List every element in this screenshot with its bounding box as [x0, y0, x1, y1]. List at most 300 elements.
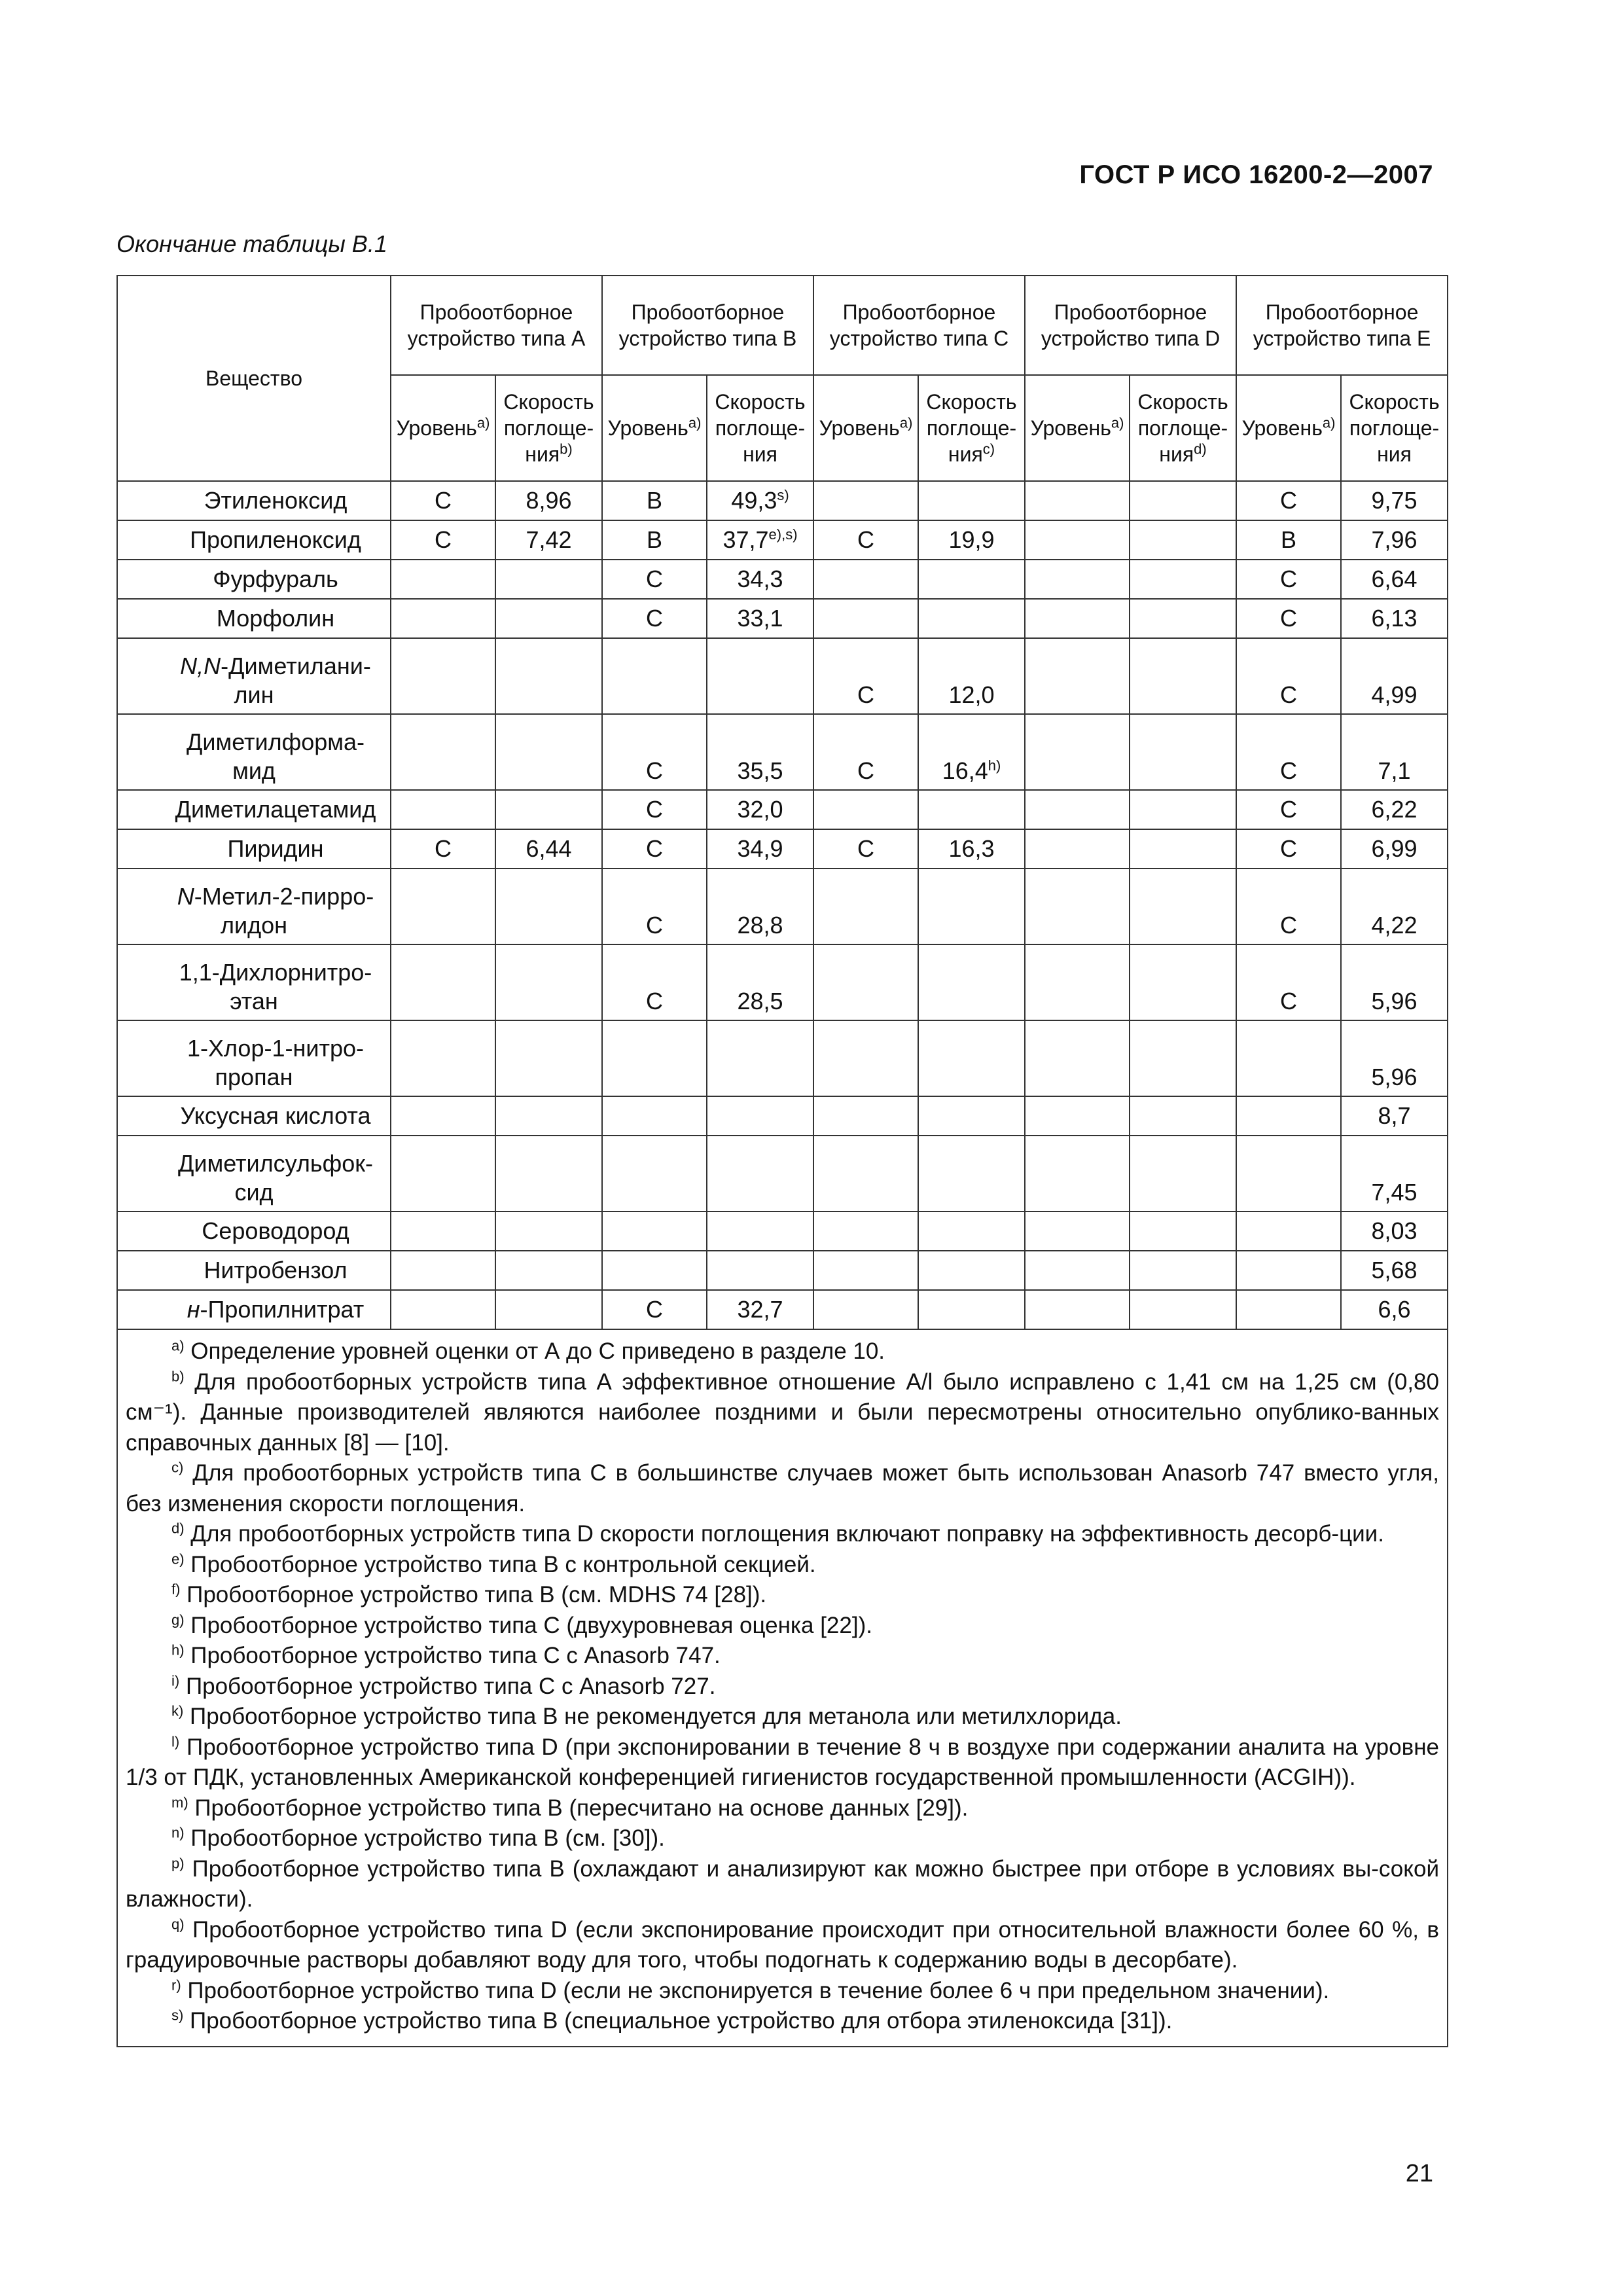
substance-name [117, 1251, 391, 1290]
substance-name [117, 1020, 391, 1096]
rate-value: 49,3 [731, 487, 777, 514]
level-cell: С [1236, 829, 1341, 869]
level-cell [1025, 481, 1130, 520]
rate-cell [1341, 599, 1448, 638]
table-header [117, 276, 1448, 481]
rate-cell [707, 790, 813, 829]
level-cell [391, 714, 495, 790]
rate-cell [918, 520, 1025, 560]
sampler-group-header: Пробоотборное устройство типа D [1025, 276, 1236, 375]
level-cell [391, 560, 495, 599]
footnote-marker: p) [171, 1854, 185, 1871]
footnote-text: Для пробоотборных устройств типа А эффективное отношение A/l было исправлено с 1,41 см на 1,25 см (0,80 см⁻¹). Данные производителей являются наиболее поздними и были пересмотрены относительно опублико-ванных справочных данных [8] — [10]. [126, 1369, 1439, 1456]
rate-value: 4,99 [1371, 681, 1418, 708]
level-cell: С [391, 829, 495, 869]
footnote-text: Пробоотборное устройство типа С с Anasorb 727. [179, 1673, 716, 1699]
substance-text: -Диметилани- [221, 653, 371, 679]
level-cell [391, 869, 495, 944]
table-row [117, 714, 1448, 790]
rate-cell [707, 1290, 813, 1329]
rate-label: Скорость поглоще-ния [1349, 390, 1440, 466]
rate-value: 5,96 [1371, 988, 1418, 1014]
footnote-marker: а) [171, 1337, 185, 1354]
substance-name [117, 1211, 391, 1251]
level-cell [1025, 599, 1130, 638]
substance-text: 1-Хлор-1-нитро- [187, 1035, 364, 1062]
level-cell: С [391, 481, 495, 520]
footnote [126, 1793, 1439, 1824]
rate-value: 7,42 [526, 526, 572, 553]
rate-value: 34,3 [737, 565, 783, 592]
rate-cell [495, 1096, 602, 1136]
level-cell [391, 1096, 495, 1136]
rate-cell [495, 944, 602, 1020]
footnote [126, 1641, 1439, 1672]
level-footnote-ref: а) [1322, 414, 1336, 431]
table-body [117, 481, 1448, 1329]
rate-cell [918, 1211, 1025, 1251]
substance-column-header: Вещество [117, 276, 391, 481]
rate-cell [707, 1136, 813, 1211]
footnote-marker: l) [171, 1732, 180, 1749]
table-row [117, 1211, 1448, 1251]
rate-value: 19,9 [948, 526, 995, 553]
rate-cell [918, 481, 1025, 520]
rate-value: 7,1 [1378, 757, 1411, 784]
rate-cell [1130, 1136, 1236, 1211]
level-cell: С [602, 829, 707, 869]
footnote [126, 1367, 1439, 1459]
substance-text: Диметилсульфок- [177, 1150, 374, 1177]
rate-value: 32,0 [737, 796, 783, 823]
substance-text: Морфолин [216, 605, 335, 632]
level-footnote-ref: а) [476, 414, 490, 431]
rate-cell [1130, 869, 1236, 944]
substance-text-cont: лидон [220, 912, 288, 939]
footnote-marker: n) [171, 1824, 185, 1841]
rate-cell [707, 1251, 813, 1290]
substance-text-cont: пропан [215, 1064, 293, 1090]
level-cell [602, 1211, 707, 1251]
substance-name [117, 520, 391, 560]
footnote [126, 1458, 1439, 1519]
level-label: Уровень [396, 416, 477, 440]
rate-column-header [1130, 375, 1236, 481]
footnote-text: Пробоотборное устройство типа В (см. MDHS 74 [28]). [180, 1582, 767, 1607]
rate-cell [1341, 1211, 1448, 1251]
footnote-text: Пробоотборное устройство типа В (пересчитано на основе данных [29]). [188, 1795, 969, 1821]
rate-cell [707, 869, 813, 944]
level-cell [391, 1020, 495, 1096]
rate-cell [495, 599, 602, 638]
level-cell [1025, 1251, 1130, 1290]
level-cell [813, 599, 918, 638]
footnote-marker: g) [171, 1611, 185, 1628]
level-cell [391, 1251, 495, 1290]
rate-value-footnote-ref: e),s) [768, 526, 798, 543]
level-cell: С [813, 520, 918, 560]
rate-cell [1341, 790, 1448, 829]
table-row [117, 790, 1448, 829]
table-row [117, 599, 1448, 638]
rate-value: 28,8 [737, 912, 783, 939]
table-row [117, 481, 1448, 520]
rate-cell [918, 714, 1025, 790]
substance-text-cont: сид [234, 1179, 274, 1206]
rate-column-header [707, 375, 813, 481]
level-cell: С [602, 599, 707, 638]
level-cell: С [391, 520, 495, 560]
table-row [117, 1020, 1448, 1096]
level-cell: В [1236, 520, 1341, 560]
table-row [117, 869, 1448, 944]
footnote [126, 1854, 1439, 1915]
level-cell: С [1236, 790, 1341, 829]
level-cell: С [602, 869, 707, 944]
footnote-marker: k) [171, 1702, 184, 1719]
footnote-marker: b) [171, 1367, 185, 1384]
substance-name [117, 481, 391, 520]
footnote-marker: c) [171, 1459, 184, 1476]
level-column-header [813, 375, 918, 481]
rate-value: 16,3 [948, 835, 995, 862]
rate-value: 8,03 [1371, 1217, 1418, 1244]
rate-value: 9,75 [1371, 487, 1418, 514]
rate-column-header [1341, 375, 1448, 481]
substance-name [117, 790, 391, 829]
level-cell [1236, 1096, 1341, 1136]
level-cell [391, 790, 495, 829]
rate-value: 5,68 [1371, 1257, 1418, 1283]
substance-text-cont: мид [232, 757, 276, 784]
level-label: Уровень [607, 416, 688, 440]
footnote-text: Для пробоотборных устройств типа С в большинстве случаев может быть использован Anasorb 747 вместо угля, без изменения скорости поглощения. [126, 1460, 1439, 1516]
footnote-text: Пробоотборное устройство типа В (охлаждают и анализируют как можно быстрее при отборе в условиях вы-сокой влажности). [126, 1856, 1439, 1912]
level-cell: С [1236, 638, 1341, 714]
level-cell [813, 560, 918, 599]
rate-label: Скорость поглоще-ния [926, 390, 1017, 466]
footnote [126, 1823, 1439, 1854]
level-cell [813, 790, 918, 829]
rate-cell [495, 714, 602, 790]
level-label: Уровень [819, 416, 900, 440]
rate-cell [1341, 481, 1448, 520]
level-cell: С [1236, 944, 1341, 1020]
rate-cell [495, 790, 602, 829]
level-cell: С [813, 638, 918, 714]
rate-cell [1130, 599, 1236, 638]
footnote-marker: d) [171, 1520, 185, 1537]
level-cell: С [813, 714, 918, 790]
level-cell [391, 599, 495, 638]
level-cell [602, 1096, 707, 1136]
table-row [117, 520, 1448, 560]
substance-name [117, 1136, 391, 1211]
level-cell [813, 1251, 918, 1290]
rate-label: Скорость поглоще-ния [1137, 390, 1228, 466]
rate-value: 6,64 [1371, 565, 1418, 592]
rate-cell [1341, 869, 1448, 944]
footnote-marker: f) [171, 1581, 181, 1598]
rate-cell [1341, 520, 1448, 560]
footnote [126, 1336, 1439, 1367]
level-cell [813, 1136, 918, 1211]
substance-name [117, 829, 391, 869]
level-cell [602, 1251, 707, 1290]
level-cell [1236, 1290, 1341, 1329]
footnote-marker: i) [171, 1672, 180, 1689]
table-row [117, 1251, 1448, 1290]
rate-cell [1130, 638, 1236, 714]
substance-text: Этиленоксид [204, 487, 348, 514]
footnote-marker: h) [171, 1641, 185, 1659]
rate-value: 8,96 [526, 487, 572, 514]
level-cell: В [602, 481, 707, 520]
substance-text: Уксусная кислота [180, 1102, 371, 1129]
level-cell: С [602, 714, 707, 790]
substance-name [117, 599, 391, 638]
rate-cell [1341, 714, 1448, 790]
substance-text: Нитробензол [204, 1257, 348, 1283]
level-label: Уровень [1241, 416, 1323, 440]
table-row [117, 829, 1448, 869]
level-cell [813, 1211, 918, 1251]
level-cell: С [1236, 869, 1341, 944]
level-cell [813, 944, 918, 1020]
rate-cell [918, 560, 1025, 599]
level-column-header [391, 375, 495, 481]
rate-cell [707, 1020, 813, 1096]
rate-cell [495, 829, 602, 869]
rate-cell [495, 869, 602, 944]
footnote [126, 1915, 1439, 1976]
rate-cell [495, 1251, 602, 1290]
footnote-text: Пробоотборное устройство типа В не рекомендуется для метанола или метилхлорида. [183, 1704, 1122, 1729]
rate-cell [707, 638, 813, 714]
rate-cell [495, 481, 602, 520]
table-row [117, 1290, 1448, 1329]
substance-name [117, 1096, 391, 1136]
substance-table [116, 275, 1448, 1330]
rate-value: 6,6 [1378, 1296, 1411, 1323]
rate-value: 28,5 [737, 988, 783, 1014]
level-cell [391, 1136, 495, 1211]
sampler-group-header: Пробоотборное устройство типа В [602, 276, 813, 375]
substance-name [117, 869, 391, 944]
level-cell [813, 1020, 918, 1096]
level-cell [1025, 829, 1130, 869]
footnote-marker: r) [171, 1976, 181, 1993]
level-cell: С [602, 944, 707, 1020]
rate-cell [707, 599, 813, 638]
rate-cell [1130, 1290, 1236, 1329]
substance-prefix: N,N [180, 653, 221, 679]
level-cell: С [1236, 714, 1341, 790]
footnote [126, 1550, 1439, 1581]
table-row [117, 638, 1448, 714]
level-cell [1025, 1096, 1130, 1136]
rate-cell [918, 599, 1025, 638]
document-code: ГОСТ Р ИСО 16200-2—2007 [1079, 160, 1433, 189]
level-cell [1236, 1211, 1341, 1251]
rate-value-footnote-ref: s) [777, 487, 789, 503]
level-cell [602, 1020, 707, 1096]
substance-text-cont: этан [230, 988, 278, 1014]
footnote-marker: e) [171, 1550, 185, 1567]
substance-text: -Метил-2-пирро- [194, 883, 374, 910]
rate-value: 37,7 [722, 526, 769, 553]
substance-name [117, 944, 391, 1020]
rate-cell [1341, 1290, 1448, 1329]
rate-cell [1130, 1020, 1236, 1096]
rate-cell [918, 869, 1025, 944]
rate-value-footnote-ref: h) [988, 757, 1001, 774]
table-row [117, 560, 1448, 599]
level-cell [391, 944, 495, 1020]
rate-cell [1130, 481, 1236, 520]
level-cell [1025, 638, 1130, 714]
rate-cell [495, 1290, 602, 1329]
footnote [126, 1611, 1439, 1641]
rate-label: Скорость поглоще-ния [503, 390, 594, 466]
rate-cell [1341, 1020, 1448, 1096]
rate-cell [918, 944, 1025, 1020]
rate-cell [1341, 560, 1448, 599]
page-number: 21 [1405, 2160, 1433, 2187]
level-label: Уровень [1030, 416, 1111, 440]
rate-value: 8,7 [1378, 1102, 1411, 1129]
footnote [126, 1672, 1439, 1702]
level-cell [1025, 1136, 1130, 1211]
rate-cell [918, 790, 1025, 829]
substance-text: Диметилформа- [186, 728, 365, 755]
rate-value: 5,96 [1371, 1064, 1418, 1090]
rate-value: 7,45 [1371, 1179, 1418, 1206]
rate-value: 16,4 [942, 757, 988, 784]
rate-cell [707, 560, 813, 599]
level-column-header [1025, 375, 1130, 481]
sampler-group-header: Пробоотборное устройство типа А [391, 276, 602, 375]
rate-cell [707, 1211, 813, 1251]
level-cell [391, 1211, 495, 1251]
rate-cell [495, 560, 602, 599]
sampler-group-header: Пробоотборное устройство типа С [813, 276, 1025, 375]
rate-cell [918, 1020, 1025, 1096]
rate-value: 34,9 [737, 835, 783, 862]
rate-cell [1341, 1136, 1448, 1211]
substance-text-cont: лин [234, 681, 274, 708]
footnote [126, 1519, 1439, 1550]
level-cell [813, 481, 918, 520]
substance-name [117, 714, 391, 790]
rate-cell [1341, 638, 1448, 714]
level-cell [1025, 714, 1130, 790]
footnote [126, 1976, 1439, 2007]
footnote-text: Для пробоотборных устройств типа D скорости поглощения включают поправку на эффективность десорб-ции. [184, 1521, 1384, 1547]
substance-name [117, 1290, 391, 1329]
rate-cell [1130, 714, 1236, 790]
rate-cell [918, 1136, 1025, 1211]
footnote [126, 1702, 1439, 1732]
rate-value: 12,0 [948, 681, 995, 708]
footnote-marker: s) [171, 2007, 184, 2024]
footnote-text: Пробоотборное устройство типа В (см. [30]). [184, 1825, 665, 1851]
footnote [126, 1580, 1439, 1611]
footnote-text: Пробоотборное устройство типа С (двухуровневая оценка [22]). [184, 1612, 872, 1638]
rate-cell [707, 829, 813, 869]
substance-text: Пиридин [227, 835, 324, 862]
footnote-marker: q) [171, 1915, 185, 1932]
footnote [126, 1732, 1439, 1793]
footnote-text: Определение уровней оценки от А до С приведено в разделе 10. [184, 1338, 885, 1364]
table-row [117, 1096, 1448, 1136]
rate-cell [707, 520, 813, 560]
substance-prefix: N [177, 883, 194, 910]
level-cell: С [1236, 481, 1341, 520]
level-cell: С [602, 560, 707, 599]
footnote [126, 2006, 1439, 2037]
rate-value: 33,1 [737, 605, 783, 632]
rate-cell [707, 944, 813, 1020]
footnote-text: Пробоотборное устройство типа D (при экспонировании в течение 8 ч в воздухе при содержании аналита на уровне 1/3 от ПДК, установленных Американской конференцией гигиенистов государственной промышленности (ACGIH)). [126, 1734, 1439, 1790]
rate-value: 6,13 [1371, 605, 1418, 632]
rate-column-header [918, 375, 1025, 481]
level-cell [1025, 560, 1130, 599]
level-cell: С [813, 829, 918, 869]
rate-cell [1130, 1251, 1236, 1290]
level-cell [1236, 1020, 1341, 1096]
level-cell [1025, 1020, 1130, 1096]
level-footnote-ref: а) [688, 414, 702, 431]
rate-cell [707, 1096, 813, 1136]
rate-cell [1130, 1096, 1236, 1136]
rate-cell [495, 1020, 602, 1096]
level-cell [813, 869, 918, 944]
substance-text: Диметилацетамид [175, 796, 376, 823]
table-caption: Окончание таблицы В.1 [116, 230, 387, 257]
level-cell [1025, 1211, 1130, 1251]
level-cell [391, 638, 495, 714]
level-footnote-ref: а) [899, 414, 913, 431]
rate-cell [918, 1251, 1025, 1290]
rate-cell [918, 1096, 1025, 1136]
substance-text: -Пропилнитрат [200, 1296, 365, 1323]
table-row [117, 944, 1448, 1020]
level-cell [813, 1096, 918, 1136]
footnote-text: Пробоотборное устройство типа В с контрольной секцией. [184, 1551, 816, 1577]
level-cell: С [602, 1290, 707, 1329]
level-cell [1236, 1251, 1341, 1290]
level-cell [1025, 520, 1130, 560]
level-cell [602, 638, 707, 714]
rate-cell [495, 638, 602, 714]
footnote-marker: m) [171, 1793, 188, 1810]
level-column-header [602, 375, 707, 481]
rate-label: Скорость поглоще-ния [715, 390, 806, 466]
rate-cell [1130, 1211, 1236, 1251]
substance-name [117, 638, 391, 714]
sampler-group-header: Пробоотборное устройство типа Е [1236, 276, 1448, 375]
level-cell: С [1236, 560, 1341, 599]
rate-value: 35,5 [737, 757, 783, 784]
rate-cell [918, 1290, 1025, 1329]
level-cell [1025, 790, 1130, 829]
substance-name [117, 560, 391, 599]
level-column-header [1236, 375, 1341, 481]
level-cell: С [602, 790, 707, 829]
level-cell [813, 1290, 918, 1329]
footnotes [116, 1330, 1448, 2047]
